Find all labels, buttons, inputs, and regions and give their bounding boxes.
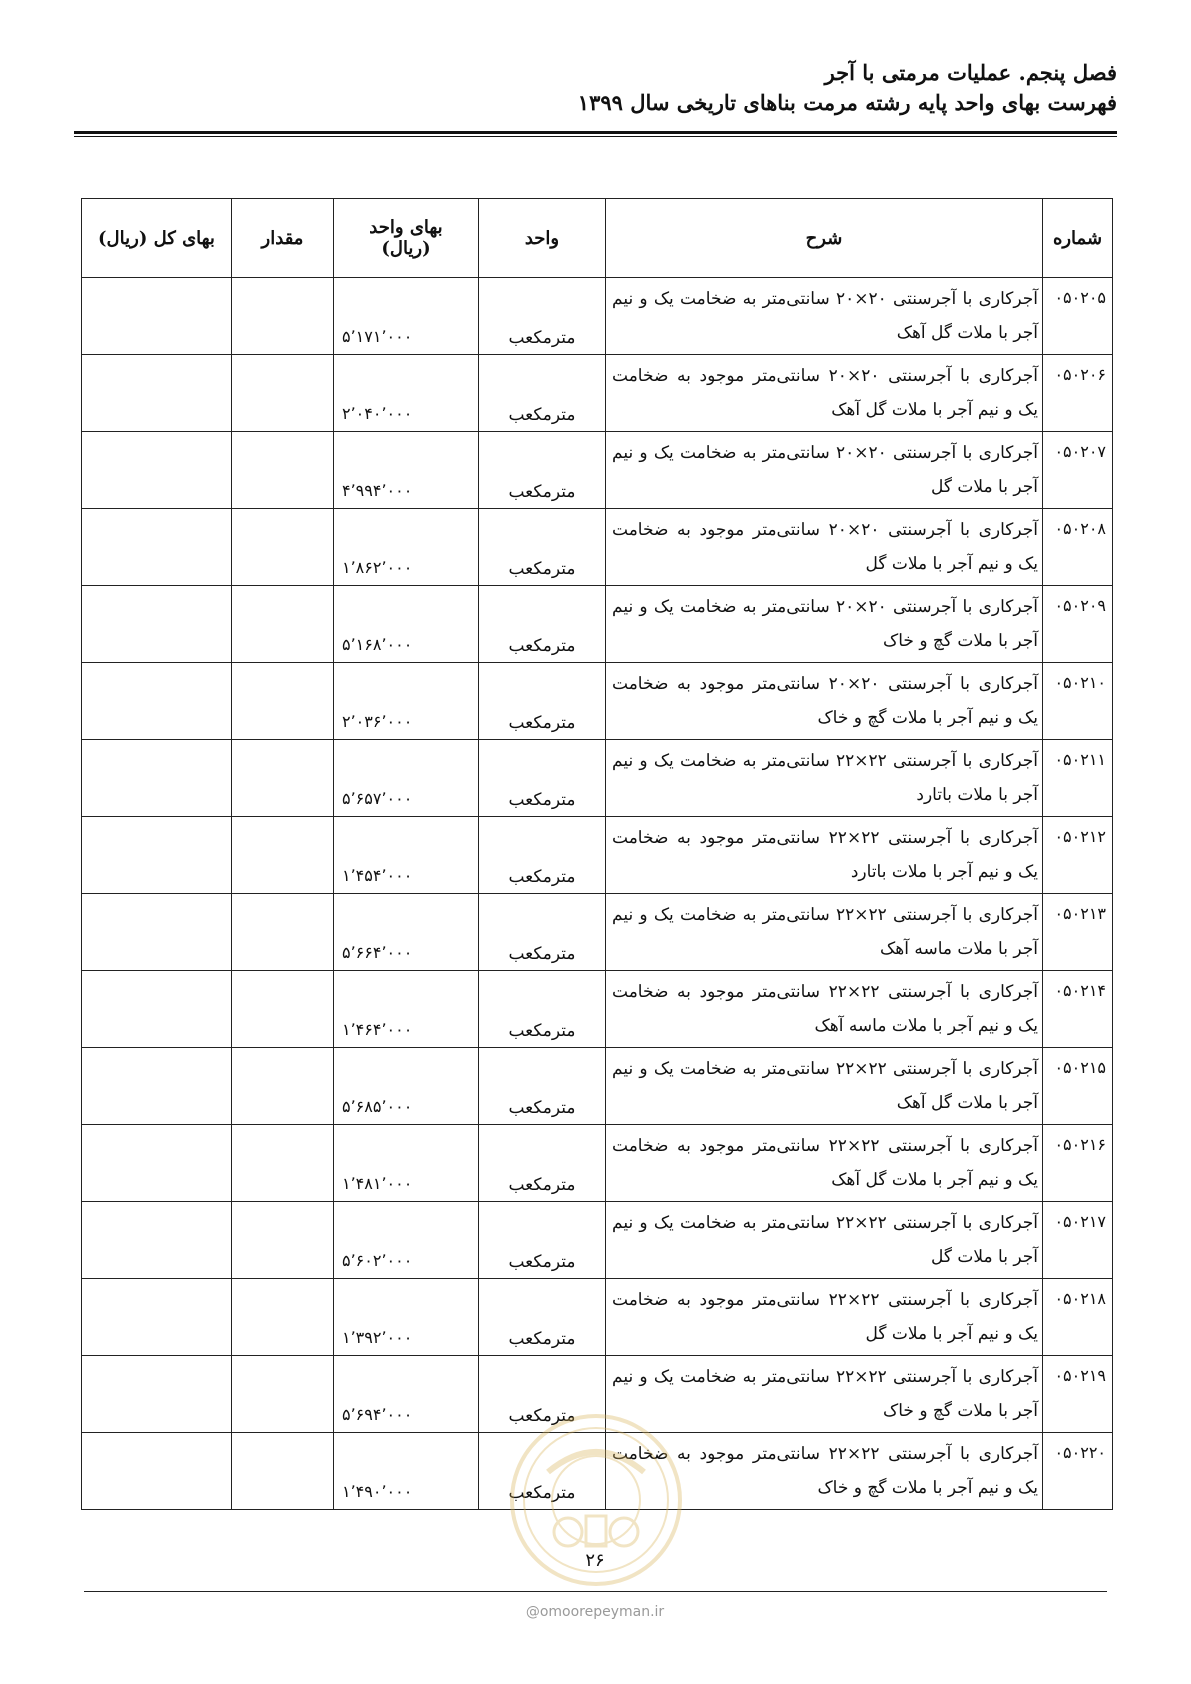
item-description: آجرکاری با آجرسنتی ۲۲×۲۲ سانتی‌متر موجود به ضخامت یک و نیم آجر با ملات ماسه آهک — [606, 971, 1043, 1048]
price-list-table — [81, 198, 1113, 1510]
item-unit-price: ۱٬۳۹۲٬۰۰۰ — [334, 1279, 479, 1356]
table-row — [82, 1356, 1113, 1433]
item-description: آجرکاری با آجرسنتی ۲۰×۲۰ سانتی‌متر به ضخامت یک و نیم آجر با ملات گل آهک — [606, 278, 1043, 355]
table-row — [82, 740, 1113, 817]
item-code: ۰۵۰۲۱۸ — [1043, 1279, 1113, 1356]
item-code: ۰۵۰۲۰۸ — [1043, 509, 1113, 586]
item-description: آجرکاری با آجرسنتی ۲۲×۲۲ سانتی‌متر به ضخامت یک و نیم آجر با ملات گچ و خاک — [606, 1356, 1043, 1433]
table-row — [82, 894, 1113, 971]
header-unit-price-currency: (ریال) — [381, 238, 431, 259]
item-code: ۰۵۰۲۱۴ — [1043, 971, 1113, 1048]
item-unit-price: ۵٬۶۶۴٬۰۰۰ — [334, 894, 479, 971]
item-quantity — [232, 971, 334, 1048]
item-unit: مترمکعب — [479, 663, 606, 740]
item-unit-price: ۵٬۱۷۱٬۰۰۰ — [334, 278, 479, 355]
item-total-price — [82, 432, 232, 509]
item-code: ۰۵۰۲۱۰ — [1043, 663, 1113, 740]
item-unit: مترمکعب — [479, 817, 606, 894]
item-total-price — [82, 278, 232, 355]
item-unit: مترمکعب — [479, 355, 606, 432]
item-unit-price: ۵٬۶۰۲٬۰۰۰ — [334, 1202, 479, 1279]
table-row — [82, 663, 1113, 740]
item-code: ۰۵۰۲۰۹ — [1043, 586, 1113, 663]
item-description: آجرکاری با آجرسنتی ۲۰×۲۰ سانتی‌متر موجود به ضخامت یک و نیم آجر با ملات گل آهک — [606, 355, 1043, 432]
item-unit-price: ۵٬۶۸۵٬۰۰۰ — [334, 1048, 479, 1125]
table-row — [82, 1048, 1113, 1125]
item-description: آجرکاری با آجرسنتی ۲۲×۲۲ سانتی‌متر به ضخامت یک و نیم آجر با ملات باتارد — [606, 740, 1043, 817]
footer-divider — [84, 1591, 1107, 1592]
item-quantity — [232, 817, 334, 894]
item-unit-price: ۱٬۴۵۴٬۰۰۰ — [334, 817, 479, 894]
item-code: ۰۵۰۲۱۵ — [1043, 1048, 1113, 1125]
item-total-price — [82, 740, 232, 817]
item-code: ۰۵۰۲۲۰ — [1043, 1433, 1113, 1510]
item-total-price — [82, 509, 232, 586]
item-total-price — [82, 586, 232, 663]
item-description: آجرکاری با آجرسنتی ۲۰×۲۰ سانتی‌متر به ضخامت یک و نیم آجر با ملات گل — [606, 432, 1043, 509]
item-code: ۰۵۰۲۰۵ — [1043, 278, 1113, 355]
item-unit-price: ۱٬۴۸۱٬۰۰۰ — [334, 1125, 479, 1202]
item-code: ۰۵۰۲۱۱ — [1043, 740, 1113, 817]
item-total-price — [82, 1433, 232, 1510]
table-row — [82, 586, 1113, 663]
item-code: ۰۵۰۲۰۶ — [1043, 355, 1113, 432]
table-row — [82, 509, 1113, 586]
table-row — [82, 1433, 1113, 1510]
item-unit-price: ۴٬۹۹۴٬۰۰۰ — [334, 432, 479, 509]
item-quantity — [232, 278, 334, 355]
item-description: آجرکاری با آجرسنتی ۲۲×۲۲ سانتی‌متر به ضخامت یک و نیم آجر با ملات ماسه آهک — [606, 894, 1043, 971]
item-total-price — [82, 1125, 232, 1202]
item-unit-price: ۱٬۴۶۴٬۰۰۰ — [334, 971, 479, 1048]
item-quantity — [232, 509, 334, 586]
item-total-price — [82, 1279, 232, 1356]
item-quantity — [232, 894, 334, 971]
item-code: ۰۵۰۲۱۲ — [1043, 817, 1113, 894]
table-row — [82, 278, 1113, 355]
item-total-price — [82, 971, 232, 1048]
item-quantity — [232, 355, 334, 432]
item-description: آجرکاری با آجرسنتی ۲۲×۲۲ سانتی‌متر موجود به ضخامت یک و نیم آجر با ملات گچ و خاک — [606, 1433, 1043, 1510]
item-total-price — [82, 663, 232, 740]
item-quantity — [232, 663, 334, 740]
header-unit: واحد — [479, 199, 606, 278]
header-unit-price-label: بهای واحد — [369, 217, 443, 238]
item-unit: مترمکعب — [479, 971, 606, 1048]
chapter-title: فصل پنجم. عملیات مرمتی با آجر — [824, 60, 1117, 85]
page-header — [74, 58, 1117, 118]
item-quantity — [232, 432, 334, 509]
table-row — [82, 817, 1113, 894]
item-description: آجرکاری با آجرسنتی ۲۰×۲۰ سانتی‌متر موجود به ضخامت یک و نیم آجر با ملات گل — [606, 509, 1043, 586]
item-quantity — [232, 586, 334, 663]
item-total-price — [82, 817, 232, 894]
item-total-price — [82, 1356, 232, 1433]
item-unit: مترمکعب — [479, 1279, 606, 1356]
header-unit-price — [334, 199, 479, 278]
item-code: ۰۵۰۲۱۹ — [1043, 1356, 1113, 1433]
item-code: ۰۵۰۲۱۳ — [1043, 894, 1113, 971]
item-description: آجرکاری با آجرسنتی ۲۲×۲۲ سانتی‌متر به ضخامت یک و نیم آجر با ملات گل — [606, 1202, 1043, 1279]
item-total-price — [82, 1048, 232, 1125]
table-row — [82, 355, 1113, 432]
header-description: شرح — [606, 199, 1043, 278]
item-unit-price: ۵٬۶۹۴٬۰۰۰ — [334, 1356, 479, 1433]
item-unit: مترمکعب — [479, 509, 606, 586]
item-quantity — [232, 1125, 334, 1202]
item-unit: مترمکعب — [479, 1356, 606, 1433]
document-title: فهرست بهای واحد پایه رشته مرمت بناهای تاریخی سال ۱۳۹۹ — [577, 90, 1117, 115]
table-row — [82, 432, 1113, 509]
table-row — [82, 971, 1113, 1048]
item-description: آجرکاری با آجرسنتی ۲۲×۲۲ سانتی‌متر به ضخامت یک و نیم آجر با ملات گل آهک — [606, 1048, 1043, 1125]
page-number: ۲۶ — [585, 1550, 605, 1571]
table-row — [82, 1125, 1113, 1202]
item-quantity — [232, 740, 334, 817]
item-description: آجرکاری با آجرسنتی ۲۰×۲۰ سانتی‌متر موجود به ضخامت یک و نیم آجر با ملات گچ و خاک — [606, 663, 1043, 740]
item-code: ۰۵۰۲۱۶ — [1043, 1125, 1113, 1202]
item-unit: مترمکعب — [479, 432, 606, 509]
item-total-price — [82, 894, 232, 971]
table-header-row — [82, 199, 1113, 278]
header-number: شماره — [1043, 199, 1113, 278]
item-description: آجرکاری با آجرسنتی ۲۰×۲۰ سانتی‌متر به ضخامت یک و نیم آجر با ملات گچ و خاک — [606, 586, 1043, 663]
item-unit-price: ۵٬۶۵۷٬۰۰۰ — [334, 740, 479, 817]
item-unit-price: ۵٬۱۶۸٬۰۰۰ — [334, 586, 479, 663]
item-unit-price: ۲٬۰۴۰٬۰۰۰ — [334, 355, 479, 432]
table-row — [82, 1202, 1113, 1279]
item-quantity — [232, 1279, 334, 1356]
item-total-price — [82, 1202, 232, 1279]
header-quantity: مقدار — [232, 199, 334, 278]
header-total-price: بهای کل (ریال) — [82, 199, 232, 278]
item-unit: مترمکعب — [479, 1048, 606, 1125]
item-unit: مترمکعب — [479, 740, 606, 817]
item-unit: مترمکعب — [479, 1202, 606, 1279]
item-unit-price: ۱٬۸۶۲٬۰۰۰ — [334, 509, 479, 586]
item-unit: مترمکعب — [479, 1125, 606, 1202]
footer-website: @omoorepeyman.ir — [525, 1604, 665, 1620]
item-unit: مترمکعب — [479, 1433, 606, 1510]
item-quantity — [232, 1048, 334, 1125]
item-unit-price: ۲٬۰۳۶٬۰۰۰ — [334, 663, 479, 740]
item-code: ۰۵۰۲۱۷ — [1043, 1202, 1113, 1279]
item-description: آجرکاری با آجرسنتی ۲۲×۲۲ سانتی‌متر موجود به ضخامت یک و نیم آجر با ملات باتارد — [606, 817, 1043, 894]
header-divider-thick — [74, 131, 1117, 134]
table-body — [82, 278, 1113, 1510]
item-code: ۰۵۰۲۰۷ — [1043, 432, 1113, 509]
item-quantity — [232, 1202, 334, 1279]
item-description: آجرکاری با آجرسنتی ۲۲×۲۲ سانتی‌متر موجود به ضخامت یک و نیم آجر با ملات گل آهک — [606, 1125, 1043, 1202]
item-quantity — [232, 1433, 334, 1510]
item-quantity — [232, 1356, 334, 1433]
item-unit: مترمکعب — [479, 894, 606, 971]
item-unit: مترمکعب — [479, 278, 606, 355]
item-unit: مترمکعب — [479, 586, 606, 663]
item-description: آجرکاری با آجرسنتی ۲۲×۲۲ سانتی‌متر موجود به ضخامت یک و نیم آجر با ملات گل — [606, 1279, 1043, 1356]
item-total-price — [82, 355, 232, 432]
header-divider-thin — [74, 136, 1117, 137]
item-unit-price: ۱٬۴۹۰٬۰۰۰ — [334, 1433, 479, 1510]
table-row — [82, 1279, 1113, 1356]
